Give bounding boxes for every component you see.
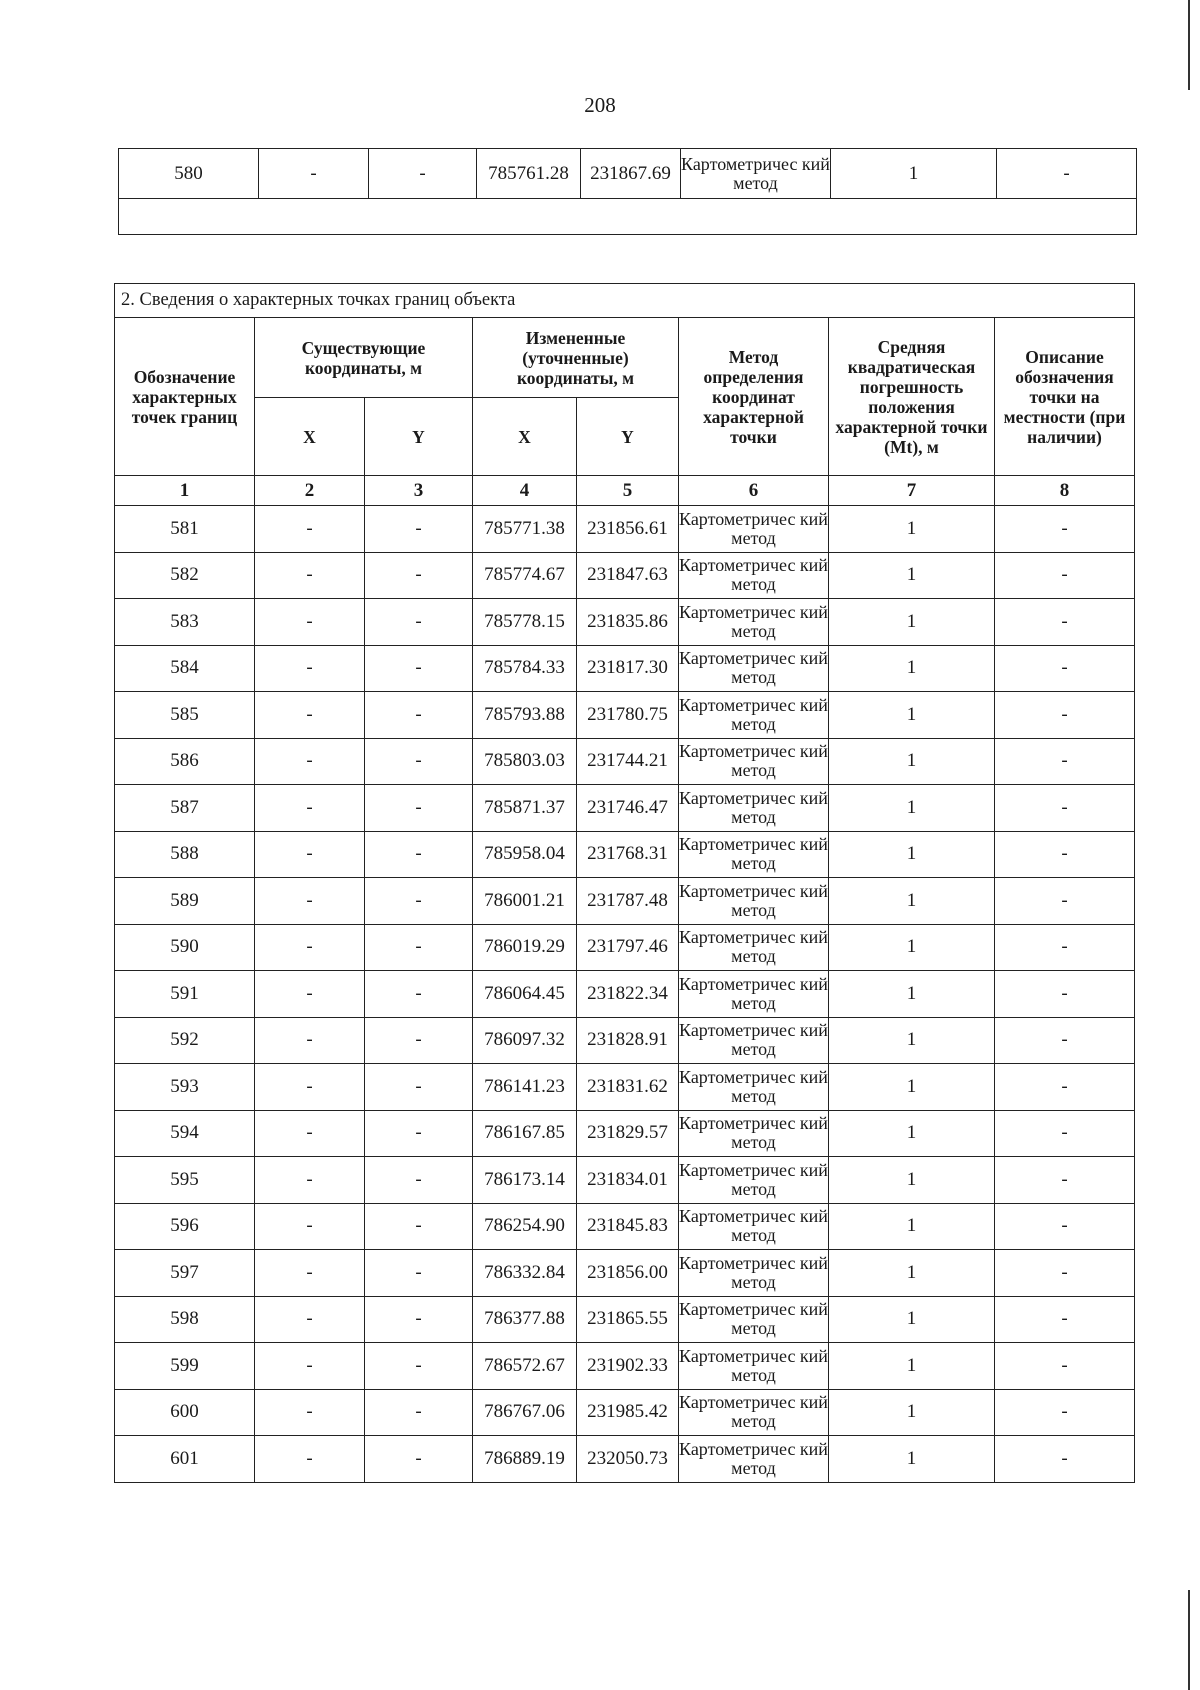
table-row	[115, 599, 1135, 646]
header-row	[115, 318, 1135, 398]
column-number: 8	[995, 476, 1135, 506]
table-row	[115, 1296, 1135, 1343]
point-id: 583	[115, 599, 255, 646]
header-method: Метод определения координат характерной точки	[679, 318, 829, 476]
description: -	[995, 1110, 1135, 1157]
y-new: 231829.57	[577, 1110, 679, 1157]
boundary-points-table	[114, 283, 1135, 1483]
table-row	[115, 831, 1135, 878]
description: -	[995, 645, 1135, 692]
method: Картометричес кий метод	[679, 1296, 829, 1343]
y-existing: -	[365, 645, 473, 692]
point-id: 598	[115, 1296, 255, 1343]
y-existing: -	[365, 1250, 473, 1297]
description: -	[995, 738, 1135, 785]
header-changed-coords: Измененные (уточненные) координаты, м	[473, 318, 679, 398]
x-existing: -	[255, 924, 365, 971]
x-existing: -	[255, 1017, 365, 1064]
method: Картометричес кий метод	[679, 924, 829, 971]
description: -	[995, 599, 1135, 646]
point-id: 601	[115, 1436, 255, 1483]
description: -	[995, 552, 1135, 599]
point-id: 585	[115, 692, 255, 739]
x-existing: -	[255, 1389, 365, 1436]
mt-value: 1	[829, 924, 995, 971]
y-existing: -	[365, 599, 473, 646]
point-id: 600	[115, 1389, 255, 1436]
description: -	[995, 1389, 1135, 1436]
x-existing: -	[255, 1157, 365, 1204]
x-new: 785871.37	[473, 785, 577, 832]
mt-value: 1	[829, 692, 995, 739]
point-id: 587	[115, 785, 255, 832]
method: Картометричес кий метод	[679, 1110, 829, 1157]
y-existing: -	[365, 692, 473, 739]
continuation-table	[118, 148, 1137, 235]
x-new: 786064.45	[473, 971, 577, 1018]
description: -	[995, 1436, 1135, 1483]
table-row	[115, 738, 1135, 785]
y-existing: -	[365, 785, 473, 832]
x-new: 785803.03	[473, 738, 577, 785]
method: Картометричес кий метод	[679, 1389, 829, 1436]
header-point-designation: Обозначение характерных точек границ	[115, 318, 255, 476]
column-number: 1	[115, 476, 255, 506]
x-existing: -	[255, 1203, 365, 1250]
x-new: 786572.67	[473, 1343, 577, 1390]
table-row	[115, 1250, 1135, 1297]
y-new: 231835.86	[577, 599, 679, 646]
mt-value: 1	[829, 1389, 995, 1436]
y-existing: -	[365, 1389, 473, 1436]
header-x-new: X	[473, 398, 577, 476]
x-existing: -	[255, 1110, 365, 1157]
y-new: 231828.91	[577, 1017, 679, 1064]
method: Картометричес кий метод	[679, 1250, 829, 1297]
table-row	[115, 1343, 1135, 1390]
x-new: 786167.85	[473, 1110, 577, 1157]
x-existing: -	[255, 878, 365, 925]
y-new: 232050.73	[577, 1436, 679, 1483]
mt-value: 1	[829, 1064, 995, 1111]
x-existing: -	[255, 506, 365, 553]
method: Картометричес кий метод	[679, 831, 829, 878]
x-existing: -	[255, 1436, 365, 1483]
y-new: 231780.75	[577, 692, 679, 739]
table-row	[115, 971, 1135, 1018]
y-existing: -	[365, 738, 473, 785]
method: Картометричес кий метод	[679, 1064, 829, 1111]
table-row	[115, 878, 1135, 925]
x-existing: -	[259, 149, 369, 199]
x-new: 786019.29	[473, 924, 577, 971]
table-row	[115, 924, 1135, 971]
x-existing: -	[255, 552, 365, 599]
description: -	[995, 1343, 1135, 1390]
mt-value: 1	[829, 878, 995, 925]
x-new: 786097.32	[473, 1017, 577, 1064]
description: -	[995, 785, 1135, 832]
x-new: 786254.90	[473, 1203, 577, 1250]
y-new: 231856.61	[577, 506, 679, 553]
mt-value: 1	[831, 149, 997, 199]
point-id: 595	[115, 1157, 255, 1204]
point-id: 592	[115, 1017, 255, 1064]
y-existing: -	[365, 924, 473, 971]
table-row	[115, 1064, 1135, 1111]
y-existing: -	[365, 831, 473, 878]
method: Картометричес кий метод	[679, 1436, 829, 1483]
method: Картометричес кий метод	[679, 1203, 829, 1250]
y-new: 231867.69	[581, 149, 681, 199]
y-new: 231797.46	[577, 924, 679, 971]
x-new: 785778.15	[473, 599, 577, 646]
table-row	[115, 1203, 1135, 1250]
y-existing: -	[365, 1436, 473, 1483]
point-id: 586	[115, 738, 255, 785]
method: Картометричес кий метод	[679, 599, 829, 646]
description: -	[995, 1203, 1135, 1250]
x-new: 786173.14	[473, 1157, 577, 1204]
point-id: 588	[115, 831, 255, 878]
y-existing: -	[365, 878, 473, 925]
header-y-existing: Y	[365, 398, 473, 476]
mt-value: 1	[829, 645, 995, 692]
column-number: 6	[679, 476, 829, 506]
x-existing: -	[255, 599, 365, 646]
table-row	[115, 785, 1135, 832]
x-existing: -	[255, 971, 365, 1018]
mt-value: 1	[829, 831, 995, 878]
table-body	[115, 506, 1135, 1483]
y-existing: -	[365, 1064, 473, 1111]
mt-value: 1	[829, 785, 995, 832]
method: Картометричес кий метод	[679, 878, 829, 925]
mt-value: 1	[829, 1250, 995, 1297]
header-description: Описание обозначения точки на местности (при наличии)	[995, 318, 1135, 476]
y-existing: -	[365, 971, 473, 1018]
y-new: 231865.55	[577, 1296, 679, 1343]
x-existing: -	[255, 831, 365, 878]
y-new: 231787.48	[577, 878, 679, 925]
x-new: 786767.06	[473, 1389, 577, 1436]
point-id: 599	[115, 1343, 255, 1390]
table-row	[115, 1017, 1135, 1064]
method: Картометричес кий метод	[679, 1343, 829, 1390]
scan-edge-mark	[1188, 1590, 1190, 1690]
point-id: 581	[115, 506, 255, 553]
table-row	[115, 692, 1135, 739]
description: -	[995, 692, 1135, 739]
y-existing: -	[365, 1343, 473, 1390]
method: Картометричес кий метод	[679, 971, 829, 1018]
x-existing: -	[255, 1064, 365, 1111]
point-id: 590	[115, 924, 255, 971]
point-id: 584	[115, 645, 255, 692]
header-existing-coords: Существующие координаты, м	[255, 318, 473, 398]
section-title: 2. Сведения о характерных точках границ объекта	[115, 284, 1135, 318]
y-new: 231834.01	[577, 1157, 679, 1204]
mt-value: 1	[829, 552, 995, 599]
x-existing: -	[255, 785, 365, 832]
table-row	[115, 1157, 1135, 1204]
y-existing: -	[365, 1110, 473, 1157]
method: Картометричес кий метод	[679, 785, 829, 832]
method: Картометричес кий метод	[679, 1157, 829, 1204]
method: Картометричес кий метод	[679, 645, 829, 692]
x-existing: -	[255, 1343, 365, 1390]
column-number: 4	[473, 476, 577, 506]
point-id: 582	[115, 552, 255, 599]
point-id: 596	[115, 1203, 255, 1250]
y-new: 231845.83	[577, 1203, 679, 1250]
y-new: 231856.00	[577, 1250, 679, 1297]
y-existing: -	[365, 506, 473, 553]
method: Картометричес кий метод	[679, 692, 829, 739]
page-number: 208	[584, 93, 616, 117]
description: -	[995, 971, 1135, 1018]
column-number: 3	[365, 476, 473, 506]
point-id: 591	[115, 971, 255, 1018]
section-title-row	[115, 284, 1135, 318]
point-id: 589	[115, 878, 255, 925]
table-row	[119, 149, 1137, 199]
y-existing: -	[365, 1296, 473, 1343]
mt-value: 1	[829, 1157, 995, 1204]
y-new: 231902.33	[577, 1343, 679, 1390]
method: Картометричес кий метод	[679, 552, 829, 599]
empty-row	[119, 199, 1137, 235]
table-row	[115, 1110, 1135, 1157]
mt-value: 1	[829, 738, 995, 785]
table-row	[115, 1436, 1135, 1483]
x-new: 785761.28	[477, 149, 581, 199]
point-id: 593	[115, 1064, 255, 1111]
table-row	[115, 645, 1135, 692]
mt-value: 1	[829, 1017, 995, 1064]
mt-value: 1	[829, 506, 995, 553]
x-new: 785784.33	[473, 645, 577, 692]
x-new: 786001.21	[473, 878, 577, 925]
scan-edge-mark	[1188, 0, 1190, 90]
description: -	[995, 1064, 1135, 1111]
point-id: 580	[119, 149, 259, 199]
x-new: 785771.38	[473, 506, 577, 553]
description: -	[995, 1250, 1135, 1297]
column-number: 2	[255, 476, 365, 506]
mt-value: 1	[829, 1203, 995, 1250]
table-row	[115, 506, 1135, 553]
x-existing: -	[255, 1296, 365, 1343]
method: Картометричес кий метод	[679, 1017, 829, 1064]
y-new: 231746.47	[577, 785, 679, 832]
y-new: 231817.30	[577, 645, 679, 692]
y-existing: -	[365, 1203, 473, 1250]
description: -	[995, 1157, 1135, 1204]
y-existing: -	[369, 149, 477, 199]
description: -	[995, 878, 1135, 925]
mt-value: 1	[829, 1343, 995, 1390]
description: -	[995, 1296, 1135, 1343]
table-row	[115, 552, 1135, 599]
y-existing: -	[365, 552, 473, 599]
y-new: 231822.34	[577, 971, 679, 1018]
description: -	[995, 831, 1135, 878]
point-id: 597	[115, 1250, 255, 1297]
y-existing: -	[365, 1017, 473, 1064]
x-existing: -	[255, 738, 365, 785]
x-existing: -	[255, 645, 365, 692]
header-y-new: Y	[577, 398, 679, 476]
description: -	[995, 924, 1135, 971]
header-x-existing: X	[255, 398, 365, 476]
column-number: 5	[577, 476, 679, 506]
mt-value: 1	[829, 971, 995, 1018]
mt-value: 1	[829, 1110, 995, 1157]
y-new: 231847.63	[577, 552, 679, 599]
table-row	[115, 1389, 1135, 1436]
x-existing: -	[255, 692, 365, 739]
y-new: 231744.21	[577, 738, 679, 785]
description: -	[995, 506, 1135, 553]
x-new: 785793.88	[473, 692, 577, 739]
y-new: 231985.42	[577, 1389, 679, 1436]
y-new: 231768.31	[577, 831, 679, 878]
description: -	[995, 1017, 1135, 1064]
x-new: 786332.84	[473, 1250, 577, 1297]
x-existing: -	[255, 1250, 365, 1297]
header-error: Средняя квадратическая погрешность положения характерной точки (Mt), м	[829, 318, 995, 476]
description: -	[997, 149, 1137, 199]
method: Картометричес кий метод	[679, 738, 829, 785]
column-number: 7	[829, 476, 995, 506]
column-number-row	[115, 476, 1135, 506]
method: Картометричес кий метод	[679, 506, 829, 553]
method: Картометричес кий метод	[681, 149, 831, 199]
x-new: 785774.67	[473, 552, 577, 599]
x-new: 786377.88	[473, 1296, 577, 1343]
y-existing: -	[365, 1157, 473, 1204]
x-new: 785958.04	[473, 831, 577, 878]
x-new: 786889.19	[473, 1436, 577, 1483]
mt-value: 1	[829, 1296, 995, 1343]
mt-value: 1	[829, 599, 995, 646]
mt-value: 1	[829, 1436, 995, 1483]
y-new: 231831.62	[577, 1064, 679, 1111]
x-new: 786141.23	[473, 1064, 577, 1111]
point-id: 594	[115, 1110, 255, 1157]
